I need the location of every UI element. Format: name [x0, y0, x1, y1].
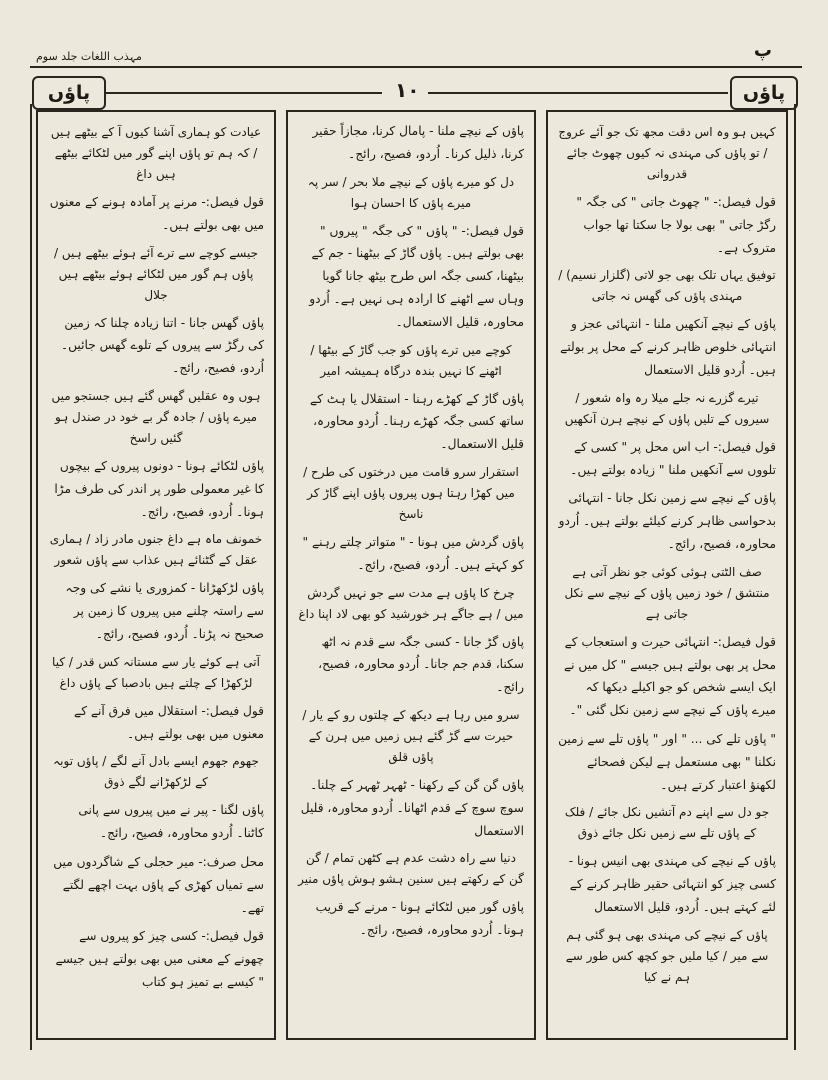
entry-word-right: پاؤں	[730, 76, 798, 110]
column-right	[546, 110, 788, 1040]
verse: جو دل سے اپنے دم آتشیں نکل جائے / فلک کے پاؤں تلے سے زمیں نکل جائے ذوق	[564, 805, 770, 841]
entry-paragraph: پاؤں گور میں لٹکائے ہونا - مرنے کے قریب ہونا۔ اُردو محاورہ، فصیح، رائج۔	[315, 900, 524, 938]
verse: صف الٹتی ہوئی کوئی جو نظر آتی ہے منتشق / خود زمیں پاؤں کے نیچے سے نکل جاتی ہے	[564, 564, 770, 621]
verse: تیرے گزرے نہ جلے میلا رہ واہ شعور / سیروں کے تلیں پاؤں کے نیچے ہرن آنکھیں	[564, 390, 770, 426]
entry-paragraph: پاؤں کے نیچے کی مہندی بھی انیس ہونا - کسی چیز کو انتہائی حقیر ظاہر کرنے کے لئے کہتے ہیں۔ اُردو، قلیل الاستعمال	[568, 854, 776, 914]
paragraph: قول فیصل:- اب اس محل پر " کسی کے تلووں سے آنکھیں ملنا " زیادہ بولتے ہیں۔	[570, 439, 776, 477]
entry-paragraph: پاؤں لڑکھڑانا - کمزوری یا نشے کی وجہ سے راستہ چلنے میں پیروں کا زمین پر صحیح نہ پڑنا۔ اُردو، فصیح، رائج۔	[65, 581, 264, 641]
margin-rule-left	[30, 104, 32, 1050]
page-number: ۱۰	[395, 78, 420, 102]
entry-paragraph: پاؤں گردش میں ہونا - " متواتر چلتے رہنے " کو کہتے ہیں۔ اُردو، فصیح، رائج۔	[302, 534, 524, 572]
entry-paragraph: پاؤں لگنا - پیر نے میں پیروں سے پانی کاٹنا۔ اُردو محاورہ، فصیح، رائج۔	[78, 803, 264, 841]
verse: خمونف ماہ ہے داغ جنوں مادر زاد / ہماری عقل کے گٹنائے ہیں عذاب سے پاؤں شعور	[49, 532, 263, 568]
header-line-right	[428, 92, 728, 94]
entry-paragraph: پاؤں گڑ جانا - کسی جگہ سے قدم نہ اٹھ سکنا، قدم جم جانا۔ اُردو محاورہ، فصیح، رائج۔	[318, 634, 524, 695]
entry-paragraph: قول فیصل:- " پاؤں " کی جگہ " پیروں " بھی بولتے ہیں۔ پاؤں گاڑ کے بیٹھنا - جم کے بیٹھنا، کسی جگہ اس طرح بیٹھ جانا گویا وہاں سے اٹھنے کا ارادہ ہی نہیں ہے۔ اُردو محاورہ، قلیل الاستعمال۔	[309, 223, 524, 329]
verse: توفیق یہاں تلک بھی جو لاتی (گلزار نسیم) / مہندی پاؤں کی گھس نہ جاتی	[558, 268, 776, 304]
verse: دنیا سے راہ دشت عدم ہے کٹھن تمام / گن گن کے رکھتے ہیں سنین ہشو ہوش پاؤں منیر	[298, 851, 524, 887]
entry-paragraph: پاؤں کے نیچے سے زمین نکل جانا - انتہائی بدحواسی ظاہر کرنے کیلئے بولتے ہیں۔ اُردو محاورہ، فصیح، رائج۔	[558, 491, 776, 551]
verse: ہوں وہ عقلیں گھس گئے ہیں جستجو میں میرے پاؤں / جادہ گر بے خود در صندل ہو گئیں راسخ	[51, 388, 261, 445]
paragraph: قول فیصل:- کسی چیز کو پیروں سے چھونے کے معنی میں بھی بولتے ہیں جیسے " کیسے بے تمیز ہو کتاب	[55, 929, 264, 989]
paragraph: قول فیصل:- انتہائی حیرت و استعجاب کے محل پر بھی بولتے ہیں جیسے " کل میں نے ایک ایسے شخص کو جو اکیلے دیکھا کہ میرے پاؤں کے نیچے سے زمین نکل گئی "۔	[564, 634, 776, 718]
verse: سرو میں رہا ہے دیکھ کے چلتوں رو کے یار / حیرت سے گڑ گئے ہیں زمیں میں ہرن کے پاؤں قلق	[302, 707, 520, 764]
paragraph: قول فیصل:- استقلال میں فرق آنے کے معنوں میں بھی بولتے ہیں۔	[74, 703, 264, 741]
verse: کہیں ہو وہ اس دقت مجھ تک جو آئے عروج / تو پاؤں کی مہندی نہ کیوں چھوٹ جائے قدروانی	[558, 125, 776, 181]
entry-paragraph: پاؤں کے نیچے آنکھیں ملنا - انتہائی عجز و انتہائی خلوص ظاہر کرنے کے محل پر بولتے ہیں۔ اُردو قلیل الاستعمال	[560, 317, 776, 377]
entry-paragraph: پاؤں لٹکائے ہونا - دونوں پیروں کے بیچوں کا غیر معمولی طور پر اندر کی طرف مڑا ہونا۔ اُردو، فصیح، رائج۔	[54, 458, 264, 519]
verse: جھوم جھوم ایسے بادل آنے لگے / پاؤں توبہ کے لڑکھڑانے لگے ذوق	[53, 754, 259, 790]
verse: پاؤں کے نیچے کی مہندی بھی ہو گئی ہم سے میر / کیا ملیں جو کچھ کس طور سے ہم نے کیا	[565, 927, 769, 984]
verse: کوچے میں ترے پاؤں کو جب گاڑ کے بیٹھا / اٹھنے کا نہیں بندہ درگاہ ہمیشہ امیر	[310, 342, 512, 378]
column-middle	[286, 110, 536, 1040]
column-left	[36, 110, 276, 1040]
paragraph: قول فیصل:- " چھوٹ جاتی " کی جگہ " رگڑ جاتی " بھی بولا جا سکتا تھا جواب متروک ہے۔	[576, 195, 776, 255]
verse: دل کو میرے پاؤں کے نیچے ملا بحر / سر پہ میرے پاؤں کا احسان ہوا	[307, 174, 515, 210]
verse: استقرار سرو قامت میں درختوں کی طرح / میں کھڑا رہتا ہوں پیروں پاؤں اپنے گاڑ کر ناسخ	[303, 464, 519, 521]
margin-rule-right	[794, 104, 796, 1050]
paragraph: " پاؤں تلے کی ... " اور " پاؤں تلے سے زمین نکلنا " بھی مستعمل ہے لیکن فصحائے لکھنؤ اعتبار کرتے ہیں۔	[558, 731, 776, 792]
paragraph: محل صرف:- میر حجلی کے شاگردوں میں سے تمیاں کھڑی کے پاؤں بہت اچھے لگتے تھے۔	[53, 854, 264, 915]
entry-paragraph: پاؤں گن گن کے رکھنا - ٹھہر ٹھہر کے چلنا۔ سوچ سوچ کے قدم اٹھانا۔ اُردو محاورہ، قلیل الاستعمال	[300, 777, 524, 838]
verse: جیسے کوچے سے ترے آئے ہوئے بیٹھے ہیں / پاؤں ہم گور میں لٹکائے ہوئے بیٹھے ہیں جلال	[53, 245, 258, 302]
entry-paragraph: پاؤں گاڑ کے کھڑے رہنا - استقلال یا ہٹ کے ساتھ کسی جگہ کھڑے رہنا۔ اُردو محاورہ، قلیل الاستعمال۔	[310, 391, 524, 452]
header-line-left	[104, 92, 382, 94]
verse: چرخ کا پاؤں ہے مدت سے جو نہیں گردش میں / ہے جاگے ہر خورشید کو بھی لاد اپنا داغ	[298, 585, 524, 621]
verse: آتی ہے کوئے یار سے مستانہ کس قدر / کیا لڑکھڑا کے چلتے ہیں بادصبا کے پاؤں داغ	[52, 654, 260, 690]
entry-paragraph: پاؤں گھس جانا - اتنا زیادہ چلنا کہ زمین کی رگڑ سے پیروں کے تلوے گھس جائیں۔ اُردو، فصیح، رائج۔	[61, 315, 264, 376]
book-title: مہذب اللغات جلد سوم	[36, 50, 142, 63]
header-rule	[30, 66, 802, 68]
entry-word-left: پاؤں	[32, 76, 106, 110]
verse: عیادت کو ہماری آشنا کیوں آ کے بیٹھے ہیں / کہ ہم تو پاؤں اپنے گور میں لٹکائے بیٹھے ہیں داغ	[50, 125, 262, 181]
entry-paragraph: پاؤں کے نیچے ملنا - پامال کرنا، مجازاً حقیر کرنا، ذلیل کرنا۔ اُردو، فصیح، رائج۔	[312, 124, 524, 161]
paragraph: قول فیصل:- مرنے پر آمادہ ہونے کے معنوں میں بھی بولتے ہیں۔	[49, 195, 264, 232]
letter-heading: پ	[753, 40, 772, 61]
